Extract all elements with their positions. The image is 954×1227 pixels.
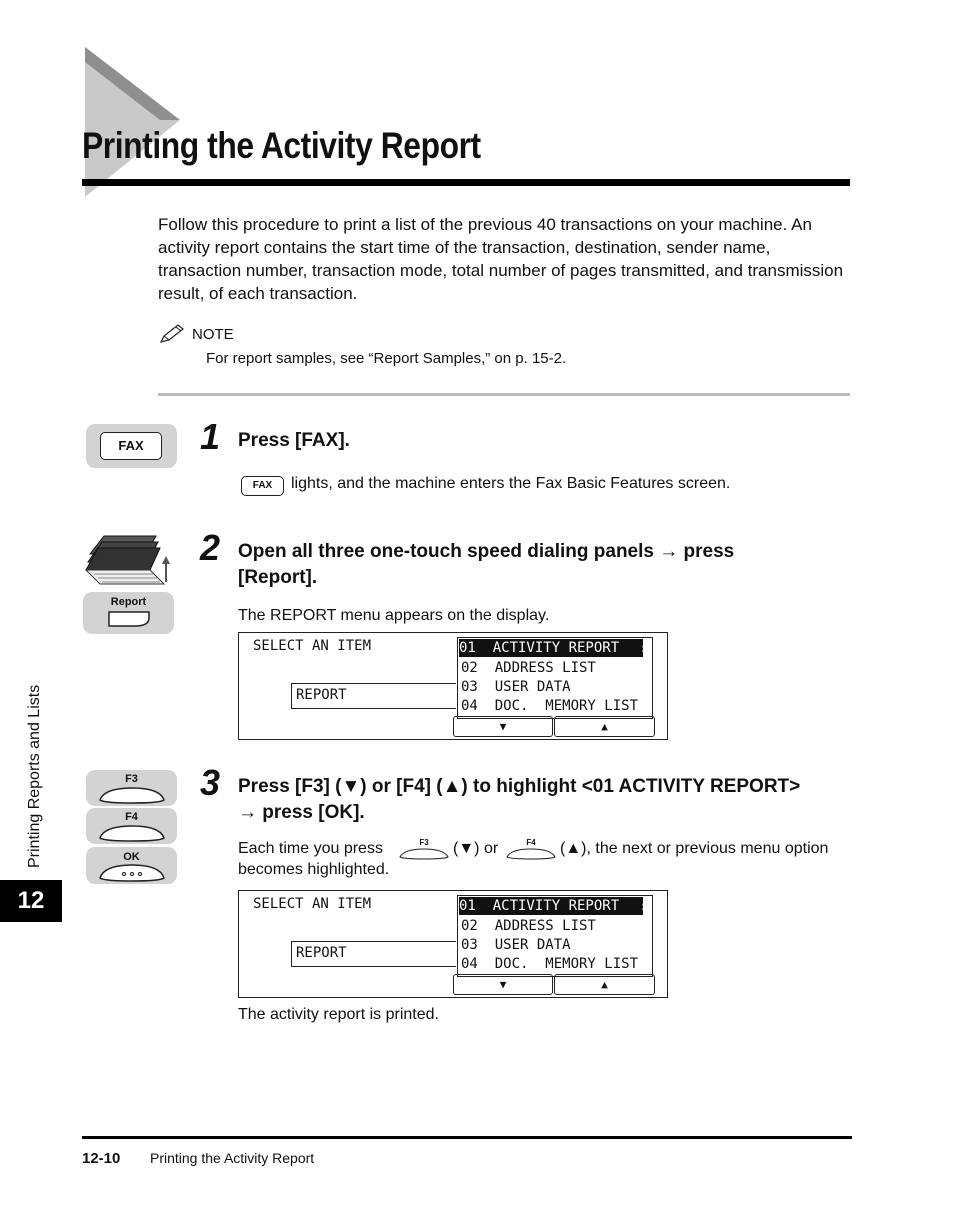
step-3-body-part1: Each time you press [238, 840, 383, 857]
lcd-menu-item: 04 DOC. MEMORY LIST [461, 698, 639, 714]
lcd-menu-item: 02 ADDRESS LIST [461, 660, 596, 676]
section-separator [158, 393, 850, 396]
lcd-menu-item: 02 ADDRESS LIST [461, 918, 596, 934]
step-3-body-part3: (▲), the next or previous menu option [560, 840, 829, 857]
report-button-illustration [83, 592, 174, 634]
f4-label: F4 [125, 811, 138, 823]
f4-key-icon [98, 822, 166, 842]
page-title: Printing the Activity Report [82, 125, 481, 166]
one-touch-panels-icon [84, 532, 176, 586]
f4-button-illustration [86, 808, 177, 844]
step-3-number: 3 [200, 762, 221, 803]
f4-inline-icon [505, 846, 557, 860]
step-3-body-part2: (▼) or [453, 840, 499, 857]
f3-inline-icon [398, 846, 450, 860]
note-text: For report samples, see “Report Samples,” on p. 15-2. [206, 350, 567, 367]
side-section-label: Printing Reports and Lists [26, 684, 43, 868]
f3-key-icon [98, 784, 166, 804]
step-2-heading-line1: Open all three one-touch speed dialing panels → press [238, 541, 735, 562]
title-triangle-decoration [80, 42, 190, 202]
lcd-up-button: ▲ [554, 974, 655, 995]
step-1-number: 1 [200, 416, 221, 457]
f4-inline-key: F4 [505, 838, 557, 860]
ok-button-illustration [86, 847, 177, 884]
ok-key-icon [98, 861, 166, 883]
lcd-up-button: ▲ [554, 716, 655, 737]
lcd-menu-item: 03 USER DATA [461, 679, 571, 695]
report-button-label: Report [110, 596, 147, 608]
scroll-updown-icon: ▲ ▼ [642, 898, 647, 915]
lcd-down-button: ▼ [453, 974, 553, 995]
lcd-prompt: SELECT AN ITEM [253, 896, 372, 912]
ok-label: OK [123, 851, 140, 863]
f3-label: F3 [125, 773, 138, 785]
step-3-heading-line2: → press [OK]. [238, 802, 365, 823]
step-3-heading-line1: Press [F3] (▼) or [F4] (▲) to highlight <01 ACTIVITY REPORT> [238, 776, 801, 797]
lcd-down-button: ▼ [453, 716, 553, 737]
fax-key-inline: FAX [241, 476, 284, 496]
f3-inline-key: F3 [398, 838, 450, 860]
lcd-menu [457, 637, 653, 719]
step-2-number: 2 [200, 527, 221, 568]
step-2-body: The REPORT menu appears on the display. [238, 607, 550, 624]
step-3-body-line2: becomes highlighted. [238, 861, 390, 878]
lcd-field: REPORT [291, 941, 456, 967]
footer-rule [82, 1136, 852, 1139]
lcd-menu [457, 895, 653, 977]
note-pencil-icon [158, 323, 186, 345]
step-3-result: The activity report is printed. [238, 1006, 439, 1023]
footer-page-number: 12-10 [82, 1150, 121, 1167]
lcd-display-1 [238, 632, 668, 740]
lcd-field: REPORT [291, 683, 456, 709]
lcd-menu-item: 03 USER DATA [461, 937, 571, 953]
note-label: NOTE [192, 326, 234, 343]
step-2-heading-line2: [Report]. [238, 567, 318, 588]
f3-button-illustration [86, 770, 177, 806]
scroll-updown-icon: ▲ ▼ [642, 640, 647, 657]
fax-key: FAX [100, 432, 162, 460]
lcd-prompt: SELECT AN ITEM [253, 638, 372, 654]
lcd-menu-item: 04 DOC. MEMORY LIST [461, 956, 639, 972]
chapter-tab: 12 [0, 880, 62, 922]
footer-title: Printing the Activity Report [150, 1150, 315, 1166]
title-rule [82, 179, 850, 186]
step-1-body: lights, and the machine enters the Fax Basic Features screen. [291, 475, 731, 492]
step-1-heading: Press [FAX]. [238, 430, 350, 451]
lcd-menu-item-selected: 01 ACTIVITY REPORT [459, 639, 643, 657]
lcd-menu-item-selected: 01 ACTIVITY REPORT [459, 897, 643, 915]
fax-button-illustration [86, 424, 177, 468]
intro-paragraph: Follow this procedure to print a list of the previous 40 transactions on your machine. An activity report contains the start time of the transaction, destination, sender name, transaction number, transaction mode, total number of pages transmitted, and transmission result, of each transaction. [158, 215, 844, 303]
report-key-icon [105, 608, 153, 628]
lcd-display-2 [238, 890, 668, 998]
